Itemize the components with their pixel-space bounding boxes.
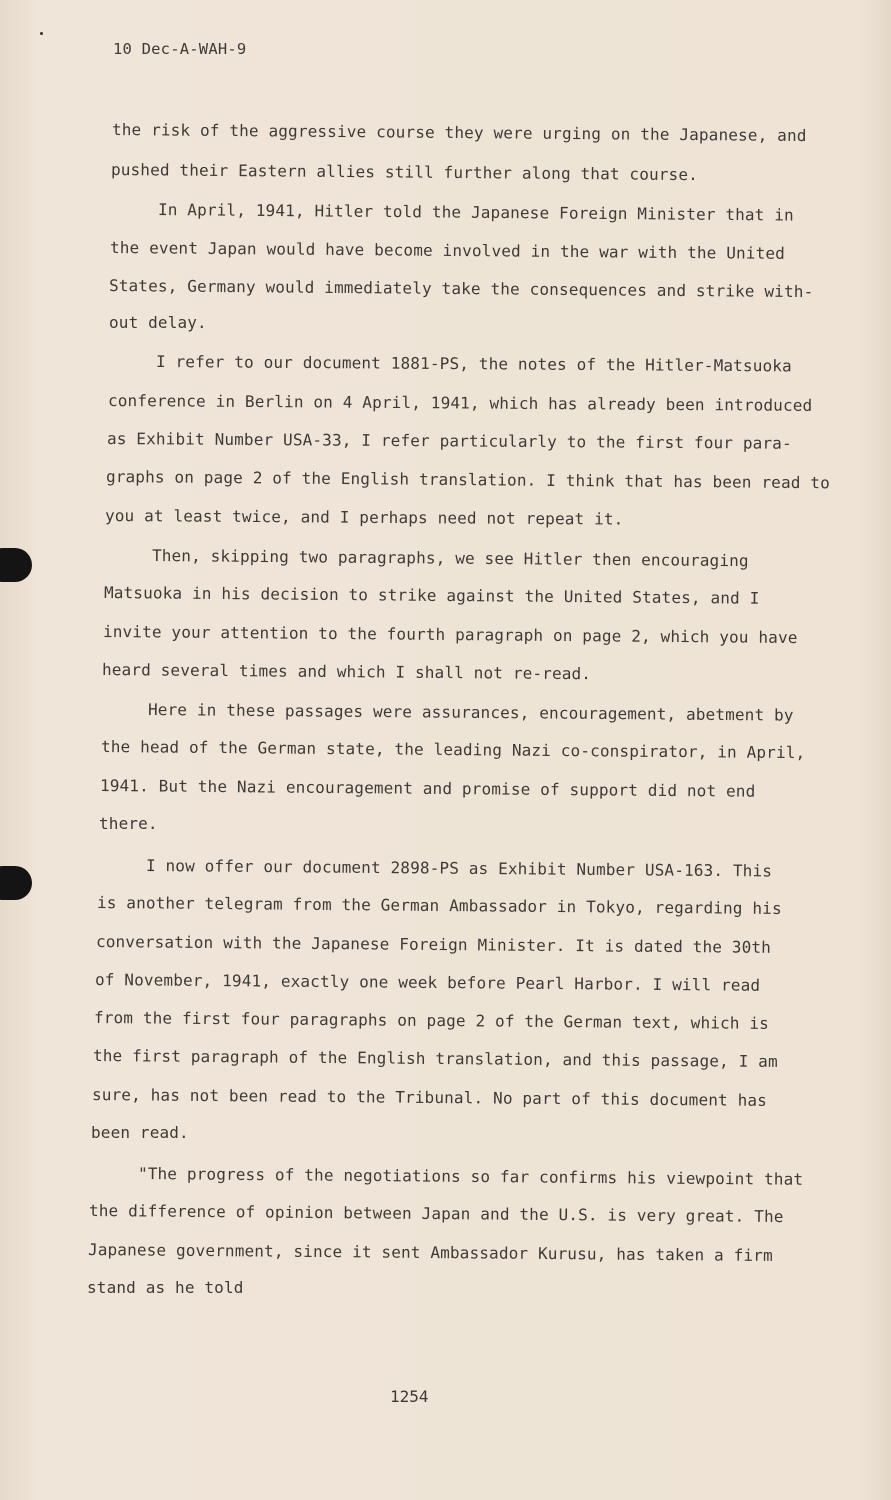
- text-line: 1941. But the Nazi encouragement and promise of support did not end: [99, 776, 756, 801]
- text-line: conference in Berlin on 4 April, 1941, which has already been introduced: [107, 391, 813, 415]
- text-line: the head of the German state, the leading Nazi co-conspirator, in April,: [100, 737, 806, 763]
- text-line: stand as he told: [87, 1278, 244, 1297]
- text-line: the first paragraph of the English translation, and this passage, I am: [92, 1046, 778, 1071]
- text-line: invite your attention to the fourth paragraph on page 2, which you have: [102, 622, 798, 648]
- text-line: conversation with the Japanese Foreign Minister. It is dated the 30th: [95, 932, 772, 957]
- text-line: Matsuoka in his decision to strike against the United States, and I: [103, 583, 760, 608]
- text-line: I refer to our document 1881-PS, the notes of the Hitler-Matsuoka: [155, 352, 792, 376]
- text-line: States, Germany would immediately take the consequences and strike with-: [108, 276, 814, 302]
- margin-dot: [40, 32, 43, 35]
- text-line: sure, has not been read to the Tribunal. No part of this document has: [91, 1085, 768, 1110]
- text-line: from the first four paragraphs on page 2 of the German text, which is: [93, 1008, 770, 1033]
- text-line: the difference of opinion between Japan and the U.S. is very great. The: [88, 1201, 784, 1227]
- text-line: as Exhibit Number USA-33, I refer particularly to the first four para-: [106, 429, 792, 453]
- text-line: graphs on page 2 of the English translation. I think that has been read to: [105, 467, 830, 493]
- text-line: the risk of the aggressive course they were urging on the Japanese, and: [111, 120, 807, 146]
- text-line: Here in these passages were assurances, encouragement, abetment by: [147, 700, 794, 725]
- text-line: I now offer our document 2898-PS as Exhibit Number USA-163. This: [145, 856, 773, 881]
- page-number: 1254: [390, 1387, 429, 1406]
- text-line: there.: [99, 814, 158, 833]
- text-line: been read.: [91, 1123, 189, 1142]
- text-line: you at least twice, and I perhaps need not repeat it.: [104, 506, 624, 529]
- document-header: 10 Dec-A-WAH-9: [113, 40, 247, 58]
- text-line: is another telegram from the German Ambassador in Tokyo, regarding his: [96, 893, 782, 918]
- text-line: out delay.: [109, 313, 207, 332]
- punch-hole-top: [0, 548, 32, 582]
- text-line: "The progress of the negotiations so far confirms his viewpoint that: [137, 1164, 804, 1189]
- text-line: pushed their Eastern allies still further along that course.: [110, 160, 699, 185]
- text-line: Japanese government, since it sent Ambassador Kurusu, has taken a firm: [87, 1240, 773, 1265]
- text-line: of November, 1941, exactly one week before Pearl Harbor. I will read: [94, 970, 761, 995]
- text-line: the event Japan would have become involved in the war with the United: [109, 238, 786, 263]
- punch-hole-bottom: [0, 866, 32, 900]
- text-line: heard several times and which I shall not re-read.: [101, 660, 592, 684]
- text-line: Then, skipping two paragraphs, we see Hitler then encouraging: [151, 546, 749, 571]
- text-line: In April, 1941, Hitler told the Japanese Foreign Minister that in: [157, 200, 794, 225]
